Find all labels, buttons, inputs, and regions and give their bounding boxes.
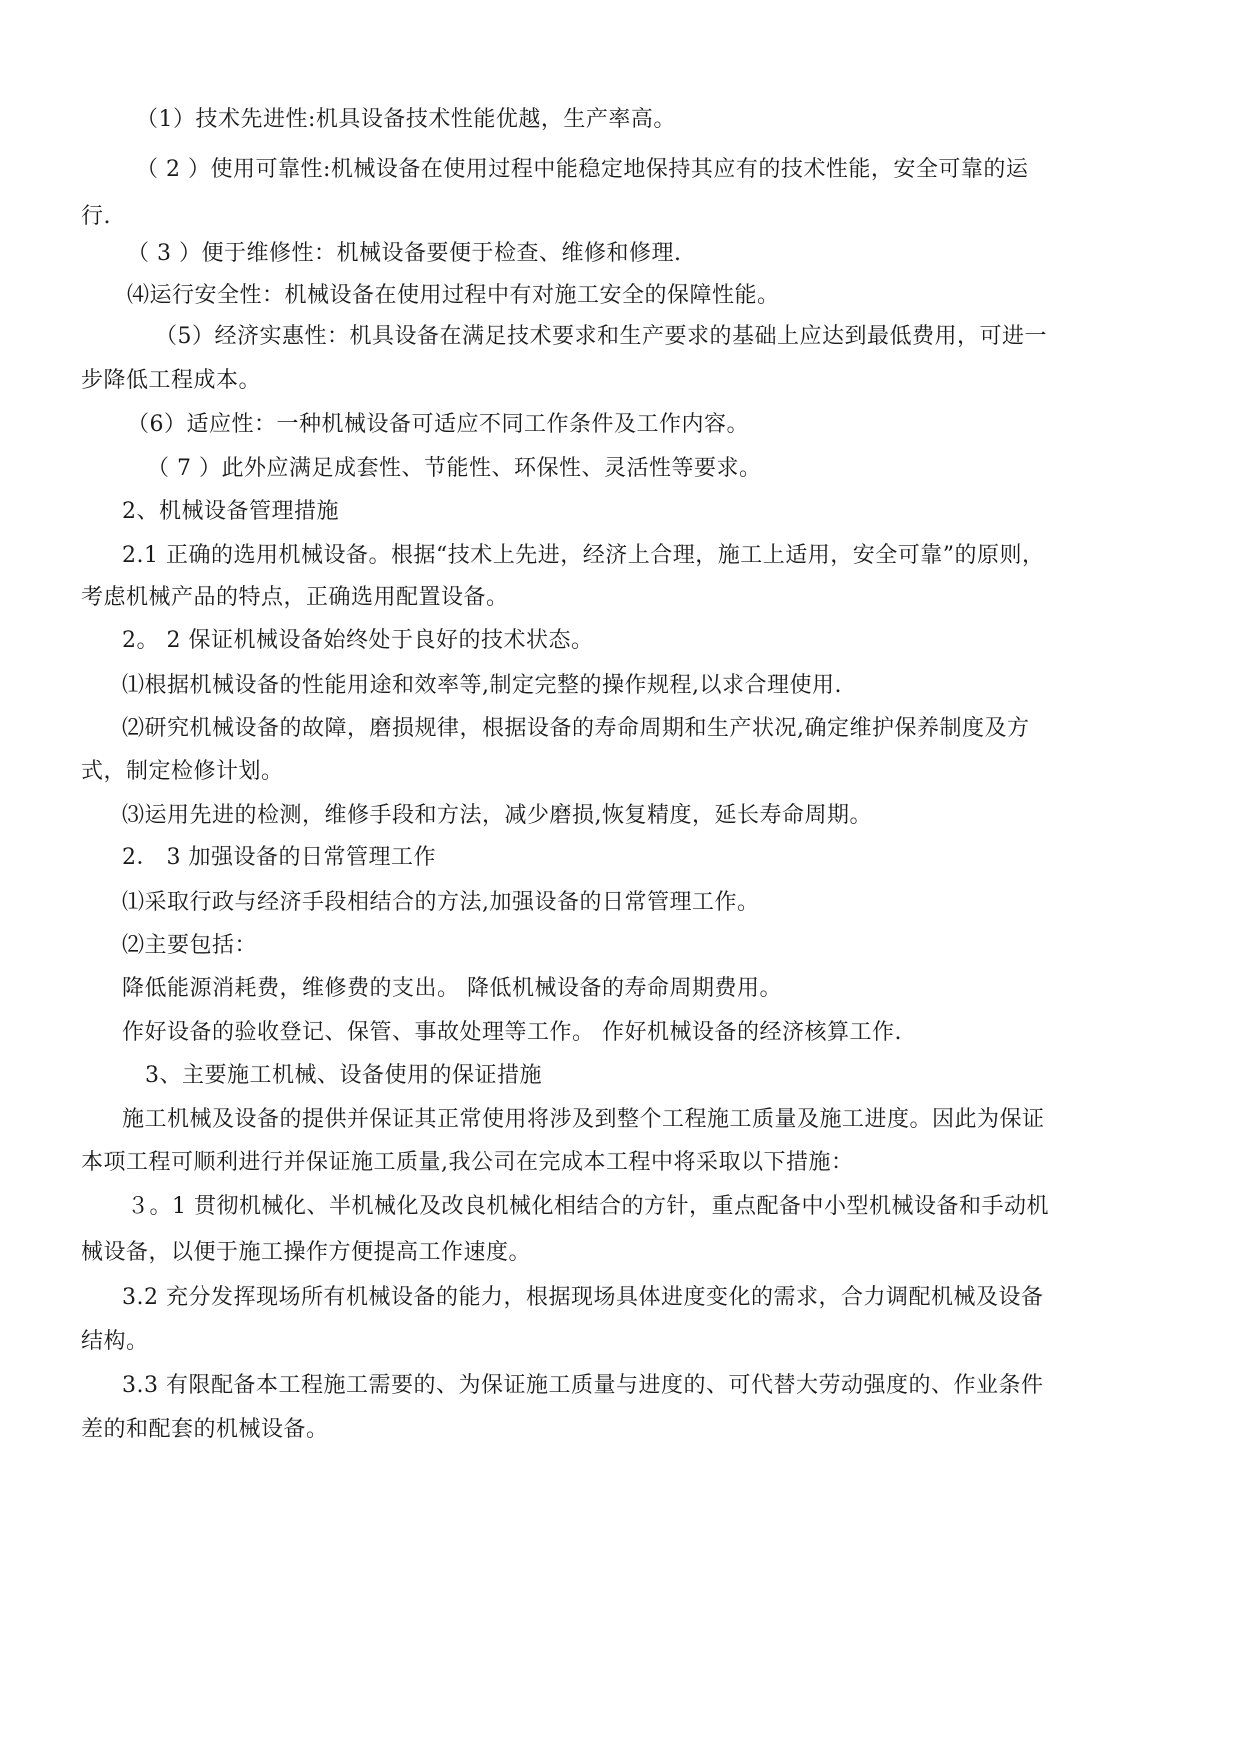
text-line: 结构。 [81, 1329, 149, 1354]
text-line: 3.3 有限配备本工程施工需要的、为保证施工质量与进度的、可代替大劳动强度的、作业条件 [122, 1373, 1044, 1398]
text-line: 行. [81, 204, 111, 229]
text-line: 械设备，以便于施工操作方便提高工作速度。 [81, 1240, 532, 1265]
text-line: （ 3 ）便于维修性：机械设备要便于检查、维修和修理. [127, 241, 682, 266]
text-line: 降低能源消耗费，维修费的支出。 降低机械设备的寿命周期费用。 [122, 976, 782, 1001]
text-line: 3、主要施工机械、设备使用的保证措施 [145, 1063, 542, 1088]
text-line: ⑵研究机械设备的故障，磨损规律，根据设备的寿命周期和生产状况,确定维护保养制度及方 [122, 716, 1030, 741]
text-line: ３。1 贯彻机械化、半机械化及改良机械化相结合的方针，重点配备中小型机械设备和手动机 [127, 1194, 1049, 1219]
text-line: 式，制定检修计划。 [81, 759, 284, 784]
text-line: （5）经济实惠性：机具设备在满足技术要求和生产要求的基础上应达到最低费用，可进一 [155, 324, 1048, 349]
text-line: 考虑机械产品的特点，正确选用配置设备。 [81, 585, 509, 610]
text-line: ⑷运行安全性：机械设备在使用过程中有对施工安全的保障性能。 [127, 283, 780, 308]
text-line: （1）技术先进性:机具设备技术性能优越，生产率高。 [136, 107, 676, 132]
text-line: 3.2 充分发挥现场所有机械设备的能力，根据现场具体进度变化的需求，合力调配机械及设备 [122, 1285, 1044, 1310]
text-line: 施工机械及设备的提供并保证其正常使用将涉及到整个工程施工质量及施工进度。因此为保证 [122, 1107, 1045, 1132]
text-line: ⑵主要包括： [122, 933, 258, 958]
text-line: ⑴根据机械设备的性能用途和效率等,制定完整的操作规程,以求合理使用. [122, 673, 842, 698]
text-line: 本项工程可顺利进行并保证施工质量,我公司在完成本工程中将采取以下措施： [81, 1150, 854, 1175]
text-line: ⑴采取行政与经济手段相结合的方法,加强设备的日常管理工作。 [122, 890, 760, 915]
text-line: ⑶运用先进的检测，维修手段和方法，减少磨损,恢复精度，延长寿命周期。 [122, 803, 872, 828]
text-line: （6）适应性：一种机械设备可适应不同工作条件及工作内容。 [127, 412, 749, 437]
text-line: 作好设备的验收登记、保管、事故处理等工作。 作好机械设备的经济核算工作. [122, 1020, 902, 1045]
text-line: 2。 2 保证机械设备始终处于良好的技术状态。 [122, 628, 594, 653]
text-line: 步降低工程成本。 [81, 368, 262, 393]
text-line: （ 7 ）此外应满足成套性、节能性、环保性、灵活性等要求。 [147, 456, 762, 481]
text-line: 差的和配套的机械设备。 [81, 1417, 329, 1442]
text-line: 2.1 正确的选用机械设备。根据“技术上先进，经济上合理，施工上适用，安全可靠”的原则， [122, 543, 1045, 568]
text-line: （ 2 ）使用可靠性:机械设备在使用过程中能稳定地保持其应有的技术性能，安全可靠的运 [136, 157, 1029, 182]
text-line: 2、机械设备管理措施 [122, 499, 339, 524]
text-line: 2． 3 加强设备的日常管理工作 [122, 845, 436, 870]
